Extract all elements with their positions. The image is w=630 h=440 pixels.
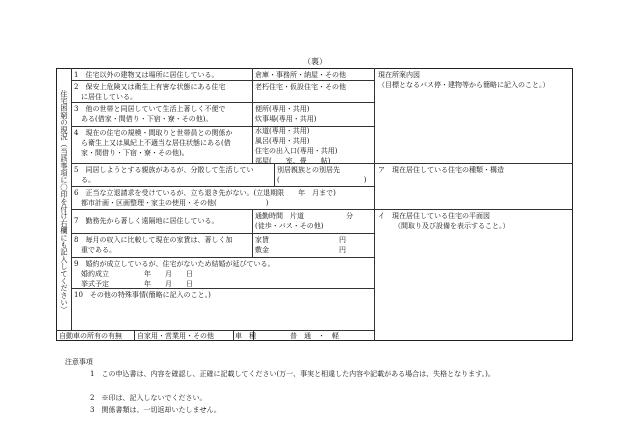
condition-10-text: 10 その他の特殊事情(簡略に記入のこと。) — [74, 291, 211, 299]
row-divider — [71, 80, 374, 81]
vehicle-ownership-label: 自動車の所有の有無 — [59, 332, 122, 340]
right-section-divider — [374, 68, 375, 341]
row-divider — [71, 233, 374, 234]
detail-column-divider — [252, 68, 253, 163]
detail-column-divider — [274, 163, 275, 186]
condition-3-text: 3 他の世帯と同居していて生活上著しく不便で ある(借家・間借り・下宿・寮・その他)。 — [74, 105, 226, 123]
vehicle-type-options: 普 通 ・ 軽 — [290, 332, 339, 340]
condition-4-text: 4 現在の住宅の規模・間取りと世帯員との関係か ら衛生上又は風紀上不適当な居住状態にある(借 家・間借り・下宿・寮・その他)。 — [74, 129, 233, 157]
condition-8-detail: 家賃 円 敷金 円 — [255, 236, 346, 254]
right-section-divider — [374, 209, 573, 210]
row-divider — [71, 209, 374, 210]
row-divider — [71, 102, 374, 103]
location-map-note: （目標となるバス停・建物等から簡略に記入のこと。） — [378, 81, 550, 89]
condition-2-detail: 老朽住宅・仮設住宅・その他 — [255, 83, 346, 91]
notes-heading: 注意事項 — [64, 358, 93, 366]
vehicle-row-divider — [134, 330, 135, 341]
row-divider — [71, 186, 374, 187]
note-item-2: 2 ※印は、記入しないでください。 — [90, 394, 207, 402]
note-item-3: 3 関係書類は、一切返却いたしません。 — [90, 406, 221, 414]
condition-5-text: 5 同居しようとする親族があるが、分散して生活してい る。 — [74, 166, 254, 184]
condition-4-detail: 水道(専用・共用) 風呂(専用・共用) 住宅の出入口(専用・共用) 部屋( 室、畳 帖) — [255, 127, 338, 165]
housing-hardship-vertical-label: 住宅困窮の現況（当該事項に〇印を付け右欄にも記入してください） — [60, 90, 69, 314]
notes-section — [56, 344, 576, 416]
page-side-label: （裏） — [303, 57, 327, 66]
condition-9-text: 9 婚約が成立しているが、住宅がないため結婚が延びている。 婚約成立 年 月 日 挙式予定 年 月 日 — [74, 260, 275, 288]
note-item-1: 1 この申込書は、内容を確認し、正確に記載してください(万一、事実と相違した内容や記載がある場合は、失格となります。)。 — [90, 370, 495, 378]
condition-1-text: 1 住宅以外の建物又は場所に居住している。 — [74, 71, 219, 79]
condition-8-text: 8 毎月の収入に比較して現在の家賃は、著しく加 重である。 — [74, 236, 233, 254]
condition-6-text: 6 正当な立退請求を受けているが、立ち退き先がない。(立退期限 年 月まで) 都市計画・区画整理・家主の使用・その他( ) — [74, 189, 336, 207]
condition-5-detail: 別居親族との別居先 ( ) — [277, 166, 367, 184]
floor-plan-heading: イ 現在居住している住宅の平面図 — [378, 212, 490, 220]
current-housing-type-heading: ア 現在居住している住宅の種類・構造 — [378, 166, 504, 174]
vehicle-usage-options: 自家用・営業用・その他 — [137, 332, 214, 340]
location-map-title: 現在所案内図 — [378, 71, 420, 79]
vehicle-type-label: 車 種 — [235, 332, 256, 340]
vehicle-row-divider — [233, 330, 234, 341]
condition-7-text: 7 勤務先から著しく遠隔地に居住している。 — [74, 217, 219, 225]
condition-7-detail: 通勤時間 片道 分 (徒歩・バス・その他) — [255, 212, 353, 230]
condition-2-text: 2 保安上危険又は衛生上有害な状態にある住宅 に居住している。 — [74, 83, 226, 101]
condition-3-detail: 便所(専用・共用) 炊事場(専用・共用) — [255, 105, 317, 123]
condition-1-detail: 倉庫・事務所・納屋・その他 — [255, 71, 346, 79]
row-divider — [71, 257, 374, 258]
label-column-divider — [71, 68, 72, 330]
floor-plan-note: （間取り及び設備を表示すること。） — [394, 222, 510, 230]
right-section-divider — [374, 163, 573, 164]
